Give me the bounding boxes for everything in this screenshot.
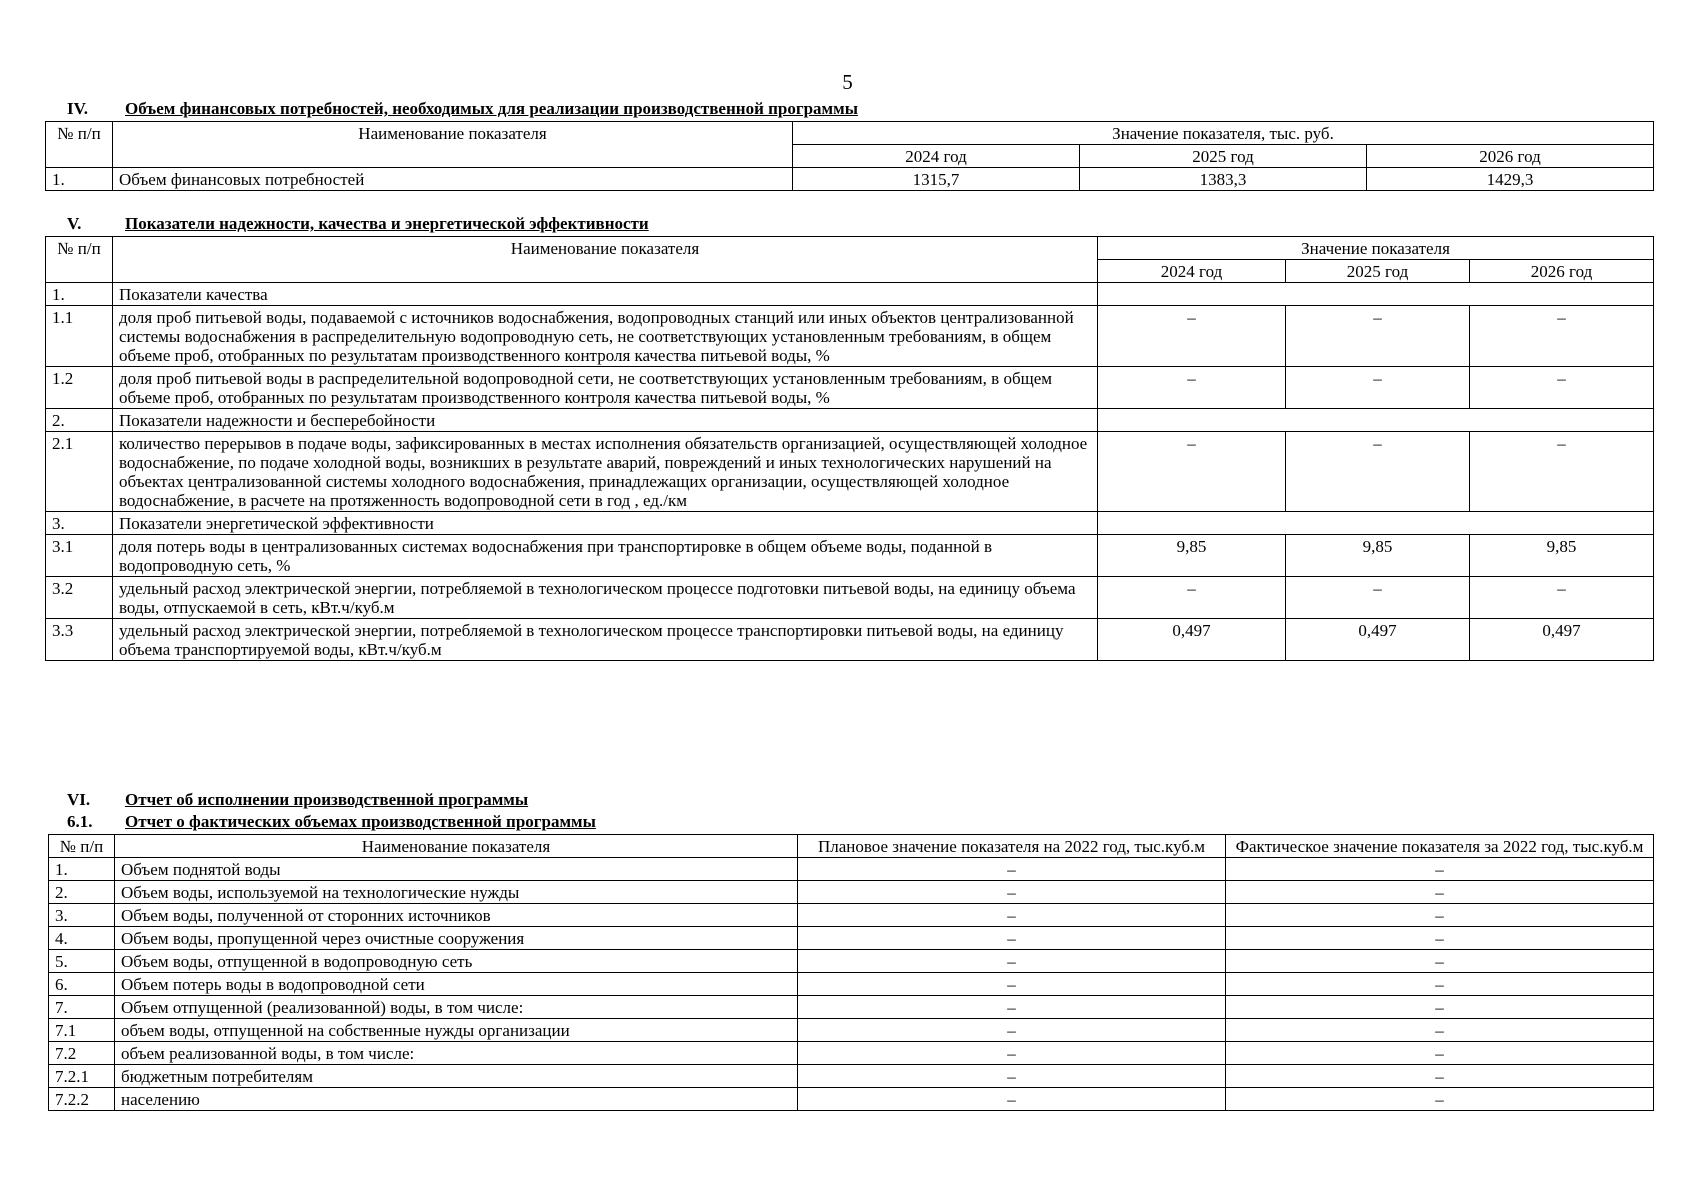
row-actual: – — [1226, 1088, 1654, 1111]
row-num: 7.2.1 — [49, 1065, 115, 1088]
section-6-heading — [67, 790, 528, 810]
table-row — [46, 535, 1654, 577]
row-value: – — [1286, 432, 1470, 512]
row-name: объем реализованной воды, в том числе: — [115, 1042, 798, 1065]
row-value: – — [1098, 577, 1286, 619]
header-actual: Фактическое значение показателя за 2022 год, тыс.куб.м — [1226, 835, 1654, 858]
row-actual: – — [1226, 973, 1654, 996]
table-row — [46, 432, 1654, 512]
row-value: 9,85 — [1098, 535, 1286, 577]
row-name: удельный расход электрической энергии, потребляемой в технологическом процессе подготовки питьевой воды, на единицу объема воды, отпускаемой в сеть, кВт.ч/куб.м — [113, 577, 1098, 619]
row-num: 1. — [46, 168, 113, 191]
row-planned: – — [798, 881, 1226, 904]
row-planned: – — [798, 950, 1226, 973]
section-4-heading — [67, 99, 858, 119]
table-row — [49, 1019, 1654, 1042]
table-row — [46, 367, 1654, 409]
row-value: – — [1470, 367, 1654, 409]
row-value: 9,85 — [1286, 535, 1470, 577]
table-row — [46, 306, 1654, 367]
empty-cell — [1098, 283, 1654, 306]
row-actual: – — [1226, 881, 1654, 904]
section-5-heading — [67, 214, 649, 234]
row-value: – — [1470, 432, 1654, 512]
header-year-2025: 2025 год — [1080, 145, 1367, 168]
table-row — [49, 973, 1654, 996]
row-value: 0,497 — [1286, 619, 1470, 661]
row-num: 4. — [49, 927, 115, 950]
section-6-title: Отчет об исполнении производственной программы — [125, 790, 529, 809]
table-row — [49, 858, 1654, 881]
header-name: Наименование показателя — [113, 122, 793, 168]
row-name: бюджетным потребителям — [115, 1065, 798, 1088]
row-num: 3.1 — [46, 535, 113, 577]
row-name: Объем воды, полученной от сторонних источников — [115, 904, 798, 927]
row-actual: – — [1226, 1042, 1654, 1065]
row-value: – — [1470, 577, 1654, 619]
section-5-number: V. — [67, 214, 82, 233]
row-planned: – — [798, 996, 1226, 1019]
row-planned: – — [798, 904, 1226, 927]
row-name: Объем отпущенной (реализованной) воды, в том числе: — [115, 996, 798, 1019]
row-value: 0,497 — [1098, 619, 1286, 661]
row-num: 1.1 — [46, 306, 113, 367]
row-planned: – — [798, 858, 1226, 881]
row-actual: – — [1226, 996, 1654, 1019]
row-value: – — [1286, 577, 1470, 619]
row-name: Объем потерь воды в водопроводной сети — [115, 973, 798, 996]
row-name: доля проб питьевой воды, подаваемой с источников водоснабжения, водопроводных станций или иных объектов централизованной системы водоснабжения в распределительную водопроводную сеть, не соответствующих установленным требованиям, в общем объеме проб, отобранных по результатам производственного контроля качества питьевой воды, % — [113, 306, 1098, 367]
section-6-1-heading — [67, 812, 596, 832]
row-num: 2. — [49, 881, 115, 904]
table-row — [49, 1065, 1654, 1088]
row-value: – — [1098, 367, 1286, 409]
row-num: 7.2 — [49, 1042, 115, 1065]
row-planned: – — [798, 1065, 1226, 1088]
header-name: Наименование показателя — [115, 835, 798, 858]
row-name: объем воды, отпущенной на собственные нужды организации — [115, 1019, 798, 1042]
row-name: Объем финансовых потребностей — [113, 168, 793, 191]
row-actual: – — [1226, 1019, 1654, 1042]
header-year-2024: 2024 год — [1098, 260, 1286, 283]
row-name: Объем воды, отпущенной в водопроводную сеть — [115, 950, 798, 973]
row-name: Объем воды, используемой на технологические нужды — [115, 881, 798, 904]
header-planned: Плановое значение показателя на 2022 год, тыс.куб.м — [798, 835, 1226, 858]
section-4-number: IV. — [67, 99, 88, 118]
row-name: Объем поднятой воды — [115, 858, 798, 881]
row-num: 3.2 — [46, 577, 113, 619]
financial-needs-table — [45, 121, 1654, 191]
section-6-1-number: 6.1. — [67, 812, 93, 831]
row-num: 3.3 — [46, 619, 113, 661]
table-row — [46, 619, 1654, 661]
row-value: – — [1098, 432, 1286, 512]
row-num: 1.2 — [46, 367, 113, 409]
row-actual: – — [1226, 858, 1654, 881]
table-row — [49, 904, 1654, 927]
row-value: – — [1286, 306, 1470, 367]
section-5-title: Показатели надежности, качества и энергетической эффективности — [125, 214, 649, 233]
table-row — [49, 881, 1654, 904]
row-num: 1. — [49, 858, 115, 881]
row-num: 2.1 — [46, 432, 113, 512]
row-actual: – — [1226, 1065, 1654, 1088]
row-num: 6. — [49, 973, 115, 996]
row-name: доля потерь воды в централизованных системах водоснабжения при транспортировке в общем объеме воды, поданной в водопроводную сеть, % — [113, 535, 1098, 577]
row-value: 1429,3 — [1367, 168, 1654, 191]
row-num: 5. — [49, 950, 115, 973]
row-actual: – — [1226, 904, 1654, 927]
table-row — [49, 1088, 1654, 1111]
row-num: 1. — [46, 283, 113, 306]
header-num: № п/п — [46, 237, 113, 283]
row-actual: – — [1226, 927, 1654, 950]
row-num: 3. — [49, 904, 115, 927]
row-planned: – — [798, 1088, 1226, 1111]
row-planned: – — [798, 973, 1226, 996]
row-planned: – — [798, 927, 1226, 950]
row-value: – — [1470, 306, 1654, 367]
row-planned: – — [798, 1042, 1226, 1065]
table-group-row — [46, 283, 1654, 306]
row-num: 7.1 — [49, 1019, 115, 1042]
header-value-group: Значение показателя — [1098, 237, 1654, 260]
row-num: 3. — [46, 512, 113, 535]
header-name: Наименование показателя — [113, 237, 1098, 283]
row-value: – — [1098, 306, 1286, 367]
empty-cell — [1098, 409, 1654, 432]
row-num: 2. — [46, 409, 113, 432]
header-num: № п/п — [46, 122, 113, 168]
row-value: 1383,3 — [1080, 168, 1367, 191]
row-name: Показатели надежности и бесперебойности — [113, 409, 1098, 432]
table-row — [49, 996, 1654, 1019]
row-name: Объем воды, пропущенной через очистные сооружения — [115, 927, 798, 950]
row-value: 1315,7 — [793, 168, 1080, 191]
row-name: населению — [115, 1088, 798, 1111]
row-name: доля проб питьевой воды в распределительной водопроводной сети, не соответствующих установленным требованиям, в общем объеме проб, отобранных по результатам производственного контроля качества питьевой воды, % — [113, 367, 1098, 409]
table-row — [49, 950, 1654, 973]
row-num: 7.2.2 — [49, 1088, 115, 1111]
row-num: 7. — [49, 996, 115, 1019]
row-planned: – — [798, 1019, 1226, 1042]
table-row — [49, 927, 1654, 950]
section-6-1-title: Отчет о фактических объемах производственной программы — [125, 812, 596, 831]
row-value: 9,85 — [1470, 535, 1654, 577]
header-num: № п/п — [49, 835, 115, 858]
table-row — [49, 1042, 1654, 1065]
table-row — [46, 168, 1654, 191]
empty-cell — [1098, 512, 1654, 535]
production-volumes-table — [48, 834, 1654, 1111]
row-actual: – — [1226, 950, 1654, 973]
row-name: количество перерывов в подаче воды, зафиксированных в местах исполнения обязательств организацией, осуществляющей холодное водоснабжение, по подаче холодной воды, возникших в результате аварий, повреждений и иных технологических нарушений на объектах централизованной системы холодного водоснабжения, принадлежащих организации, осуществляющей холодное водоснабжение, в расчете на протяженность водопроводной сети в год , ед./км — [113, 432, 1098, 512]
table-row — [46, 577, 1654, 619]
row-value: – — [1286, 367, 1470, 409]
row-name: Показатели энергетической эффективности — [113, 512, 1098, 535]
section-4-title: Объем финансовых потребностей, необходимых для реализации производственной программы — [125, 99, 858, 118]
header-year-2026: 2026 год — [1367, 145, 1654, 168]
row-name: Показатели качества — [113, 283, 1098, 306]
table-group-row — [46, 409, 1654, 432]
header-value-group: Значение показателя, тыс. руб. — [793, 122, 1654, 145]
row-name: удельный расход электрической энергии, потребляемой в технологическом процессе транспортировки питьевой воды, на единицу объема транспортируемой воды, кВт.ч/куб.м — [113, 619, 1098, 661]
row-value: 0,497 — [1470, 619, 1654, 661]
section-6-number: VI. — [67, 790, 91, 809]
header-year-2026: 2026 год — [1470, 260, 1654, 283]
page-number: 5 — [842, 70, 853, 94]
reliability-quality-table — [45, 236, 1654, 661]
header-year-2024: 2024 год — [793, 145, 1080, 168]
header-year-2025: 2025 год — [1286, 260, 1470, 283]
table-group-row — [46, 512, 1654, 535]
